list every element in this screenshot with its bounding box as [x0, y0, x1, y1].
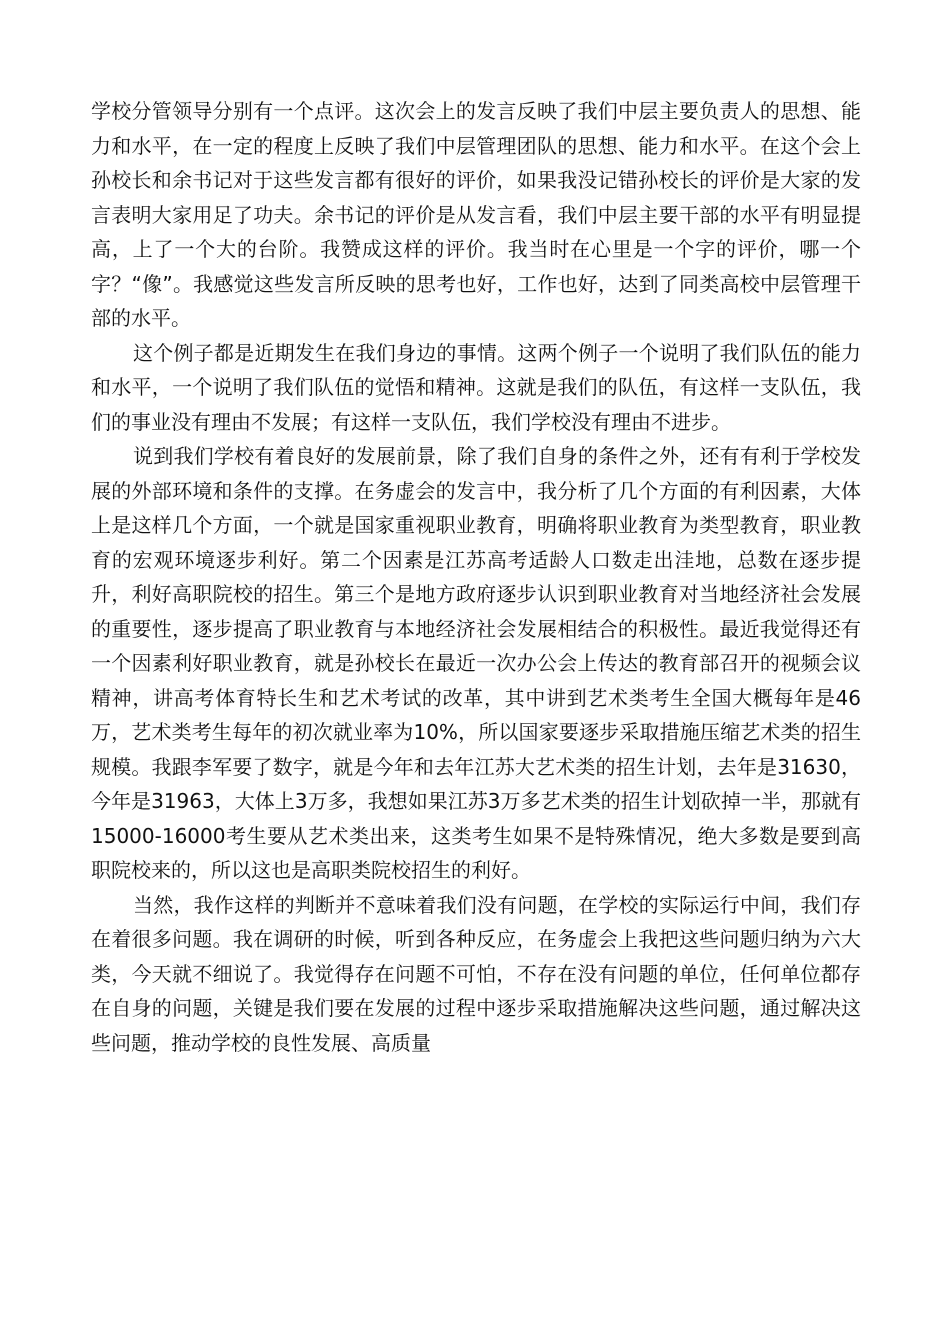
paragraph-3: 说到我们学校有着良好的发展前景，除了我们自身的条件之外，还有有利于学校发展的外部环境和条件的支撑。在务虚会的发言中，我分析了几个方面的有利因素，大体上是这样几个方面，一个就是国家重视职业教育，明确将职业教育为类型教育，职业教育的宏观环境逐步利好。第二个因素是江苏高考适龄人口数走出洼地，总数在逐步提升，利好高职院校的招生。第三个是地方政府逐步认识到职业教育对当地经济社会发展的重要性，逐步提高了职业教育与本地经济社会发展相结合的积极性。最近我觉得还有一个因素利好职业教育，就是孙校长在最近一次办公会上传达的教育部召开的视频会议精神，讲高考体育特长生和艺术考试的改革，其中讲到艺术类考生全国大概每年是46万，艺术类考生每年的初次就业率为10%，所以国家要逐步采取措施压缩艺术类的招生规模。我跟李军要了数字，就是今年和去年江苏大艺术类的招生计划，去年是31630，今年是31963，大体上3万多，我想如果江苏3万多艺术类的招生计划砍掉一半，那就有15000-16000考生要从艺术类出来，这类考生如果不是特殊情况，绝大多数是要到高职院校来的，所以这也是高职类院校招生的利好。	[91, 444, 861, 882]
paragraph-4: 当然，我作这样的判断并不意味着我们没有问题，在学校的实际运行中间，我们存在着很多问题。我在调研的时候，听到各种反应，在务虚会上我把这些问题归纳为六大类，今天就不细说了。我觉得存在问题不可怕，不存在没有问题的单位，任何单位都存在自身的问题，关键是我们要在发展的过程中逐步采取措施解决这些问题，通过解决这些问题，推动学校的良性发展、高质量	[91, 892, 861, 1055]
paragraph-2: 这个例子都是近期发生在我们身边的事情。这两个例子一个说明了我们队伍的能力和水平，一个说明了我们队伍的觉悟和精神。这就是我们的队伍，有这样一支队伍，我们的事业没有理由不发展；有这样一支队伍，我们学校没有理由不进步。	[91, 340, 861, 434]
paragraph-1: 学校分管领导分别有一个点评。这次会上的发言反映了我们中层主要负责人的思想、能力和水平，在一定的程度上反映了我们中层管理团队的思想、能力和水平。在这个会上孙校长和余书记对于这些发言都有很好的评价，如果我没记错孙校长的评价是大家的发言表明大家用足了功夫。余书记的评价是从发言看，我们中层主要干部的水平有明显提高，上了一个大的台阶。我赞成这样的评价。我当时在心里是一个字的评价，哪一个字？“像”。我感觉这些发言所反映的思考也好，工作也好，达到了同类高校中层管理干部的水平。	[91, 99, 861, 330]
document-body	[91, 94, 861, 1060]
